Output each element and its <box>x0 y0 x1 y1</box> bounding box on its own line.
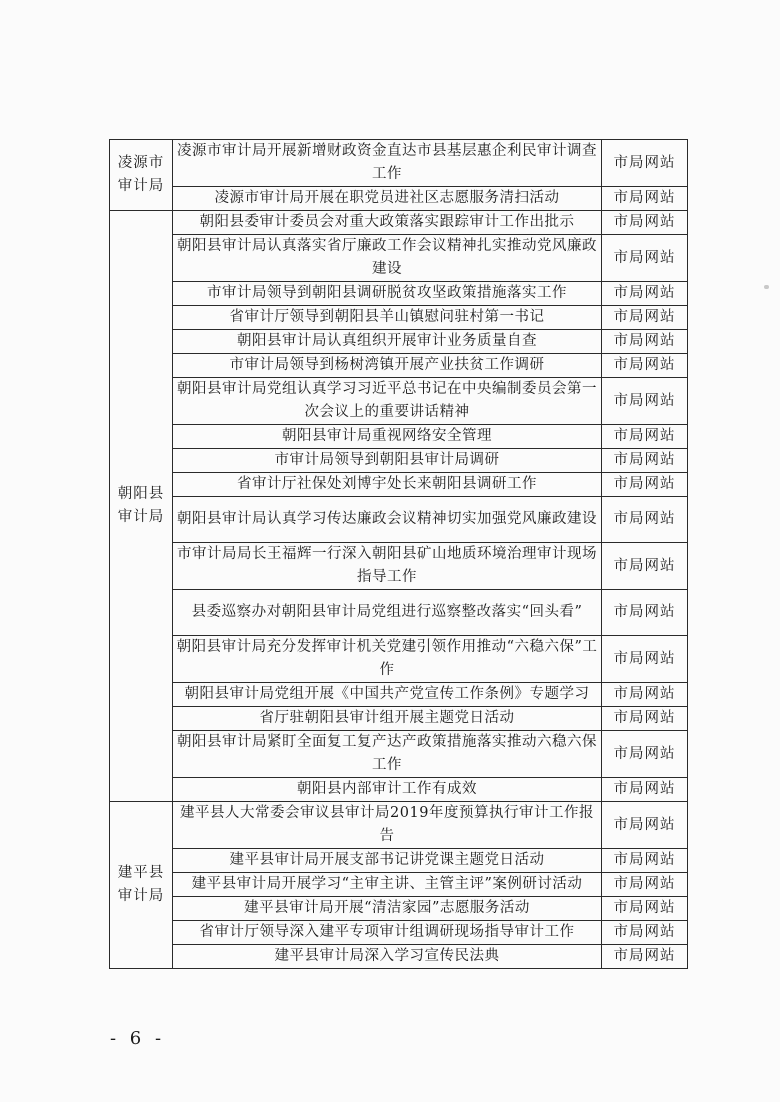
table-row <box>110 636 688 683</box>
news-title-cell: 建平县审计局开展支部书记讲党课主题党日活动 <box>173 849 602 873</box>
source-cell: 市局网站 <box>602 354 688 378</box>
news-title-cell: 建平县审计局深入学习宣传民法典 <box>173 945 602 969</box>
source-cell: 市局网站 <box>602 235 688 282</box>
news-title-cell: 朝阳县审计局党组开展《中国共产党宣传工作条例》专题学习 <box>173 683 602 707</box>
source-cell: 市局网站 <box>602 849 688 873</box>
table-row <box>110 449 688 473</box>
source-cell: 市局网站 <box>602 187 688 211</box>
table-row <box>110 873 688 897</box>
news-title-cell: 朝阳县审计局认真落实省厅廉政工作会议精神扎实推动党风廉政建设 <box>173 235 602 282</box>
source-cell: 市局网站 <box>602 873 688 897</box>
news-title-cell: 朝阳县审计局紧盯全面复工复产达产政策措施落实推动六稳六保工作 <box>173 731 602 778</box>
table-row <box>110 921 688 945</box>
table-row <box>110 378 688 425</box>
news-title-cell: 朝阳县审计局充分发挥审计机关党建引领作用推动“六稳六保”工作 <box>173 636 602 683</box>
news-title-cell: 建平县人大常委会审议县审计局2019年度预算执行审计工作报告 <box>173 802 602 849</box>
source-cell: 市局网站 <box>602 731 688 778</box>
news-title-cell: 市审计局局长王福辉一行深入朝阳县矿山地质环境治理审计现场指导工作 <box>173 543 602 590</box>
table-row <box>110 140 688 187</box>
source-cell: 市局网站 <box>602 590 688 636</box>
news-title-cell: 朝阳县审计局重视网络安全管理 <box>173 425 602 449</box>
source-cell: 市局网站 <box>602 473 688 497</box>
news-title-cell: 建平县审计局开展“清洁家园”志愿服务活动 <box>173 897 602 921</box>
source-cell: 市局网站 <box>602 707 688 731</box>
table-row <box>110 778 688 802</box>
table-row <box>110 849 688 873</box>
table-row <box>110 731 688 778</box>
table-row <box>110 354 688 378</box>
table-row <box>110 497 688 543</box>
table-row <box>110 187 688 211</box>
unit-cell: 凌源市审计局 <box>110 140 173 211</box>
source-cell: 市局网站 <box>602 330 688 354</box>
news-title-cell: 朝阳县审计局党组认真学习习近平总书记在中央编制委员会第一次会议上的重要讲话精神 <box>173 378 602 425</box>
news-title-cell: 省审计厅领导深入建平专项审计组调研现场指导审计工作 <box>173 921 602 945</box>
source-cell: 市局网站 <box>602 945 688 969</box>
table-row <box>110 330 688 354</box>
table-row <box>110 282 688 306</box>
source-cell: 市局网站 <box>602 778 688 802</box>
source-cell: 市局网站 <box>602 683 688 707</box>
table-row <box>110 306 688 330</box>
page-number: - 6 - <box>110 1028 166 1049</box>
source-cell: 市局网站 <box>602 306 688 330</box>
source-cell: 市局网站 <box>602 211 688 235</box>
table-row <box>110 897 688 921</box>
table-row <box>110 802 688 849</box>
news-title-cell: 朝阳县审计局认真组织开展审计业务质量自查 <box>173 330 602 354</box>
scan-mark <box>764 285 769 289</box>
unit-cell: 建平县审计局 <box>110 802 173 969</box>
news-title-cell: 凌源市审计局开展新增财政资金直达市县基层惠企利民审计调查工作 <box>173 140 602 187</box>
source-cell: 市局网站 <box>602 449 688 473</box>
news-title-cell: 凌源市审计局开展在职党员进社区志愿服务清扫活动 <box>173 187 602 211</box>
news-title-cell: 县委巡察办对朝阳县审计局党组进行巡察整改落实“回头看” <box>173 590 602 636</box>
news-title-cell: 省审计厅领导到朝阳县羊山镇慰问驻村第一书记 <box>173 306 602 330</box>
news-title-cell: 市审计局领导到杨树湾镇开展产业扶贫工作调研 <box>173 354 602 378</box>
news-title-cell: 市审计局领导到朝阳县审计局调研 <box>173 449 602 473</box>
source-cell: 市局网站 <box>602 802 688 849</box>
news-title-cell: 朝阳县审计局认真学习传达廉政会议精神切实加强党风廉政建设 <box>173 497 602 543</box>
source-cell: 市局网站 <box>602 140 688 187</box>
news-title-cell: 建平县审计局开展学习“主审主讲、主管主评”案例研讨活动 <box>173 873 602 897</box>
source-cell: 市局网站 <box>602 543 688 590</box>
news-title-cell: 市审计局领导到朝阳县调研脱贫攻坚政策措施落实工作 <box>173 282 602 306</box>
table-row <box>110 683 688 707</box>
unit-cell: 朝阳县审计局 <box>110 211 173 802</box>
news-title-cell: 朝阳县内部审计工作有成效 <box>173 778 602 802</box>
report-table-body <box>110 140 688 969</box>
source-cell: 市局网站 <box>602 636 688 683</box>
source-cell: 市局网站 <box>602 921 688 945</box>
source-cell: 市局网站 <box>602 425 688 449</box>
table-row <box>110 235 688 282</box>
news-title-cell: 省厅驻朝阳县审计组开展主题党日活动 <box>173 707 602 731</box>
news-title-cell: 朝阳县委审计委员会对重大政策落实跟踪审计工作出批示 <box>173 211 602 235</box>
table-row <box>110 473 688 497</box>
news-title-cell: 省审计厅社保处刘博宇处长来朝阳县调研工作 <box>173 473 602 497</box>
report-table <box>109 139 688 969</box>
table-row <box>110 945 688 969</box>
table-row <box>110 707 688 731</box>
table-row <box>110 425 688 449</box>
source-cell: 市局网站 <box>602 897 688 921</box>
table-row <box>110 590 688 636</box>
source-cell: 市局网站 <box>602 378 688 425</box>
source-cell: 市局网站 <box>602 497 688 543</box>
source-cell: 市局网站 <box>602 282 688 306</box>
table-row <box>110 543 688 590</box>
table-row <box>110 211 688 235</box>
